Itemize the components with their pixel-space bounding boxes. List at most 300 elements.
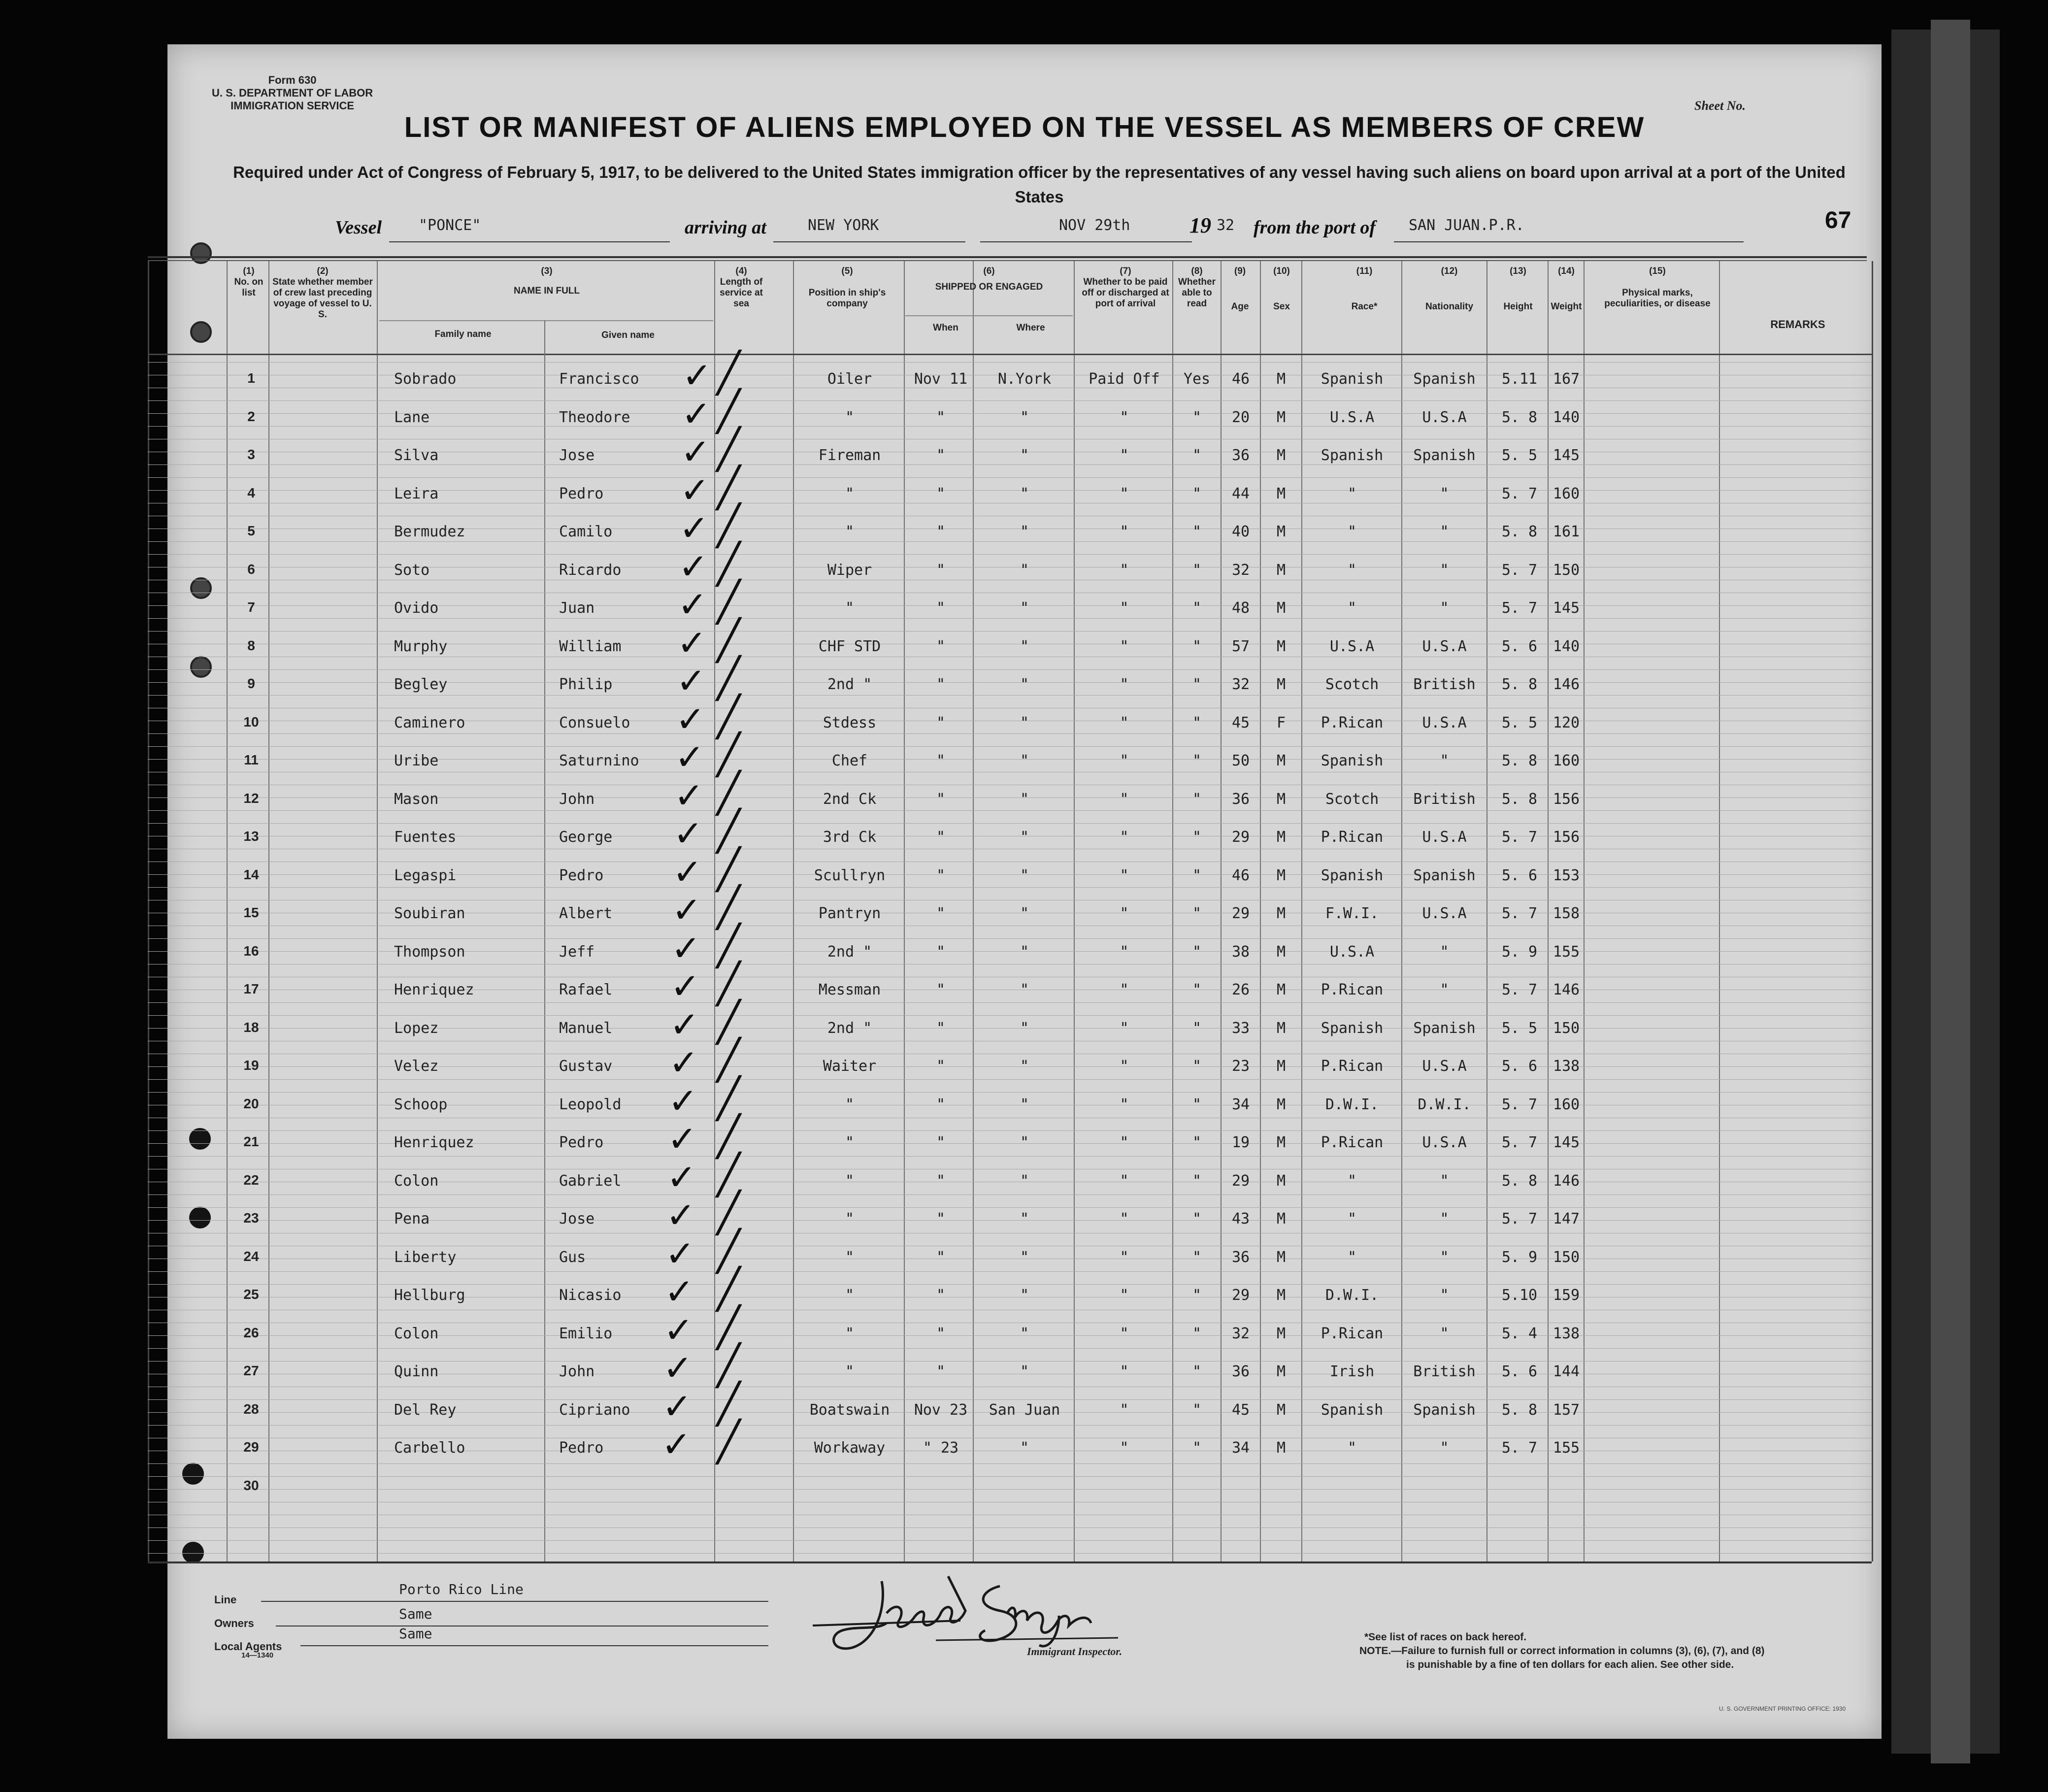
cell-where: " bbox=[1020, 829, 1029, 846]
inspector-label: Immigrant Inspector. bbox=[1027, 1645, 1123, 1658]
cell-paid: " bbox=[1120, 790, 1129, 808]
cell-where: " bbox=[1020, 905, 1029, 922]
tally-stroke-icon: ╱ bbox=[717, 884, 741, 930]
col1-title: No. on list bbox=[234, 277, 264, 298]
cell-ht: 5. 7 bbox=[1501, 1439, 1538, 1457]
cell-where: " bbox=[1020, 485, 1029, 502]
col1-num: (1) bbox=[243, 266, 255, 276]
cell-sex: M bbox=[1276, 408, 1286, 426]
col5-title: Position in ship's company bbox=[808, 288, 886, 309]
cell-paid: " bbox=[1120, 714, 1129, 731]
cell-given: Gustav bbox=[559, 1058, 613, 1075]
cell-wt: 161 bbox=[1553, 523, 1580, 540]
cell-where: " bbox=[1020, 1210, 1029, 1228]
cell-age: 29 bbox=[1231, 1287, 1250, 1304]
cell-given: George bbox=[559, 829, 613, 846]
cell-nat: U.S.A bbox=[1422, 1134, 1467, 1151]
cell-n: 24 bbox=[243, 1248, 259, 1264]
cell-pos: Fireman bbox=[818, 447, 881, 464]
check-mark-icon: ✓ bbox=[671, 927, 701, 969]
cell-given: Emilio bbox=[559, 1325, 613, 1342]
cell-where: " bbox=[1020, 523, 1029, 540]
cell-age: 57 bbox=[1231, 637, 1250, 655]
cell-ht: 5. 6 bbox=[1501, 637, 1538, 655]
check-mark-icon: ✓ bbox=[661, 1424, 692, 1465]
cell-pos: CHF STD bbox=[818, 637, 881, 655]
cell-sex: M bbox=[1276, 447, 1286, 464]
cell-sex: F bbox=[1276, 714, 1286, 731]
cell-read: " bbox=[1192, 676, 1202, 693]
cell-nat: U.S.A bbox=[1422, 905, 1467, 922]
cell-age: 32 bbox=[1231, 1325, 1250, 1342]
cell-nat: " bbox=[1440, 1325, 1449, 1342]
cell-n: 21 bbox=[243, 1134, 259, 1149]
cell-when: " bbox=[936, 981, 946, 998]
cell-pos: Chef bbox=[831, 752, 868, 769]
cell-sex: M bbox=[1276, 1325, 1286, 1342]
tally-stroke-icon: ╱ bbox=[717, 731, 741, 777]
cell-pos: " bbox=[845, 485, 855, 502]
arriving-underline bbox=[773, 241, 965, 242]
cell-paid: " bbox=[1120, 752, 1129, 769]
cell-family: Caminero bbox=[394, 714, 465, 731]
cell-where: " bbox=[1020, 1439, 1029, 1457]
column-rule bbox=[1486, 261, 1487, 1561]
cell-race: Spanish bbox=[1321, 1401, 1384, 1419]
binder-hole bbox=[190, 656, 212, 678]
col7-header bbox=[1079, 266, 1172, 309]
tally-stroke-icon: ╱ bbox=[717, 922, 741, 968]
tally-stroke-icon: ╱ bbox=[717, 655, 741, 701]
cell-age: 34 bbox=[1231, 1439, 1250, 1457]
cell-when: " bbox=[936, 752, 946, 769]
arriving-label: arriving at bbox=[685, 217, 766, 238]
cell-sex: M bbox=[1276, 637, 1286, 655]
cell-pos: " bbox=[845, 523, 855, 540]
cell-pos: " bbox=[845, 1248, 855, 1266]
cell-pos: " bbox=[845, 1134, 855, 1151]
cell-n: 3 bbox=[247, 447, 255, 462]
cell-where: " bbox=[1020, 752, 1029, 769]
cell-given: Gus bbox=[559, 1248, 586, 1266]
cell-when: " bbox=[936, 1248, 946, 1266]
ruling-line bbox=[148, 938, 1872, 939]
cell-sex: M bbox=[1276, 1095, 1286, 1113]
ruling-line bbox=[148, 1015, 1872, 1016]
cell-sex: M bbox=[1276, 981, 1286, 998]
col11-header bbox=[1320, 266, 1409, 312]
cell-when: " bbox=[936, 1287, 946, 1304]
cell-wt: 145 bbox=[1553, 447, 1580, 464]
ruling-line bbox=[148, 669, 1872, 670]
cell-age: 44 bbox=[1231, 485, 1250, 502]
check-mark-icon: ✓ bbox=[679, 507, 709, 549]
cell-family: Henriquez bbox=[394, 1134, 474, 1151]
cell-when: " 23 bbox=[923, 1439, 959, 1457]
cell-wt: 160 bbox=[1553, 1095, 1580, 1113]
cell-age: 32 bbox=[1231, 676, 1250, 693]
cell-age: 36 bbox=[1231, 790, 1250, 808]
cell-race: Spanish bbox=[1321, 752, 1384, 769]
cell-race: Spanish bbox=[1321, 1019, 1384, 1037]
col3a-header: Family name bbox=[434, 329, 492, 339]
check-mark-icon: ✓ bbox=[678, 545, 708, 587]
ruling-line bbox=[148, 1092, 1872, 1093]
cell-ht: 5. 7 bbox=[1501, 1095, 1538, 1113]
cell-given: Jose bbox=[559, 1210, 595, 1228]
cell-pos: 2nd Ck bbox=[823, 790, 877, 808]
cell-race: P.Rican bbox=[1321, 1058, 1384, 1075]
column-rule bbox=[1872, 261, 1873, 1561]
cell-when: " bbox=[936, 1210, 946, 1228]
cell-ht: 5. 4 bbox=[1501, 1325, 1538, 1342]
cell-where: " bbox=[1020, 866, 1029, 884]
cell-nat: " bbox=[1440, 981, 1449, 998]
cell-nat: British bbox=[1413, 790, 1476, 808]
tally-stroke-icon: ╱ bbox=[717, 1380, 741, 1427]
cell-when: " bbox=[936, 790, 946, 808]
tally-stroke-icon: ╱ bbox=[717, 1075, 741, 1121]
cell-read: " bbox=[1192, 408, 1202, 426]
cell-where: " bbox=[1020, 1363, 1029, 1380]
ruling-line bbox=[148, 733, 1872, 734]
cell-n: 29 bbox=[243, 1439, 259, 1455]
ruling-line bbox=[148, 746, 1872, 747]
cell-when: " bbox=[936, 1325, 946, 1342]
arriving-value: NEW YORK bbox=[808, 217, 879, 234]
cell-sex: M bbox=[1276, 1439, 1286, 1457]
col5-num: (5) bbox=[841, 266, 853, 276]
cell-wt: 150 bbox=[1553, 561, 1580, 579]
column-rule bbox=[1548, 261, 1549, 1561]
cell-sex: M bbox=[1276, 1287, 1286, 1304]
cell-nat: " bbox=[1440, 1439, 1449, 1457]
cell-read: " bbox=[1192, 790, 1202, 808]
cell-sex: M bbox=[1276, 1019, 1286, 1037]
check-mark-icon: ✓ bbox=[674, 774, 704, 816]
col12-num: (12) bbox=[1441, 266, 1458, 276]
ruling-line bbox=[148, 618, 1872, 619]
cell-given: Rafael bbox=[559, 981, 613, 998]
ruling-line bbox=[148, 1527, 1872, 1528]
column-rule bbox=[1074, 261, 1075, 1561]
cell-race: P.Rican bbox=[1321, 1134, 1384, 1151]
sheet-no-label: Sheet No. bbox=[1694, 99, 1746, 113]
cell-wt: 158 bbox=[1553, 905, 1580, 922]
column-rule bbox=[1584, 261, 1585, 1561]
cell-pos: 2nd " bbox=[827, 943, 872, 961]
cell-given: John bbox=[559, 1363, 595, 1380]
cell-read: Yes bbox=[1183, 370, 1211, 388]
check-mark-icon: ✓ bbox=[680, 469, 710, 511]
cell-wt: 150 bbox=[1553, 1019, 1580, 1037]
cell-when: " bbox=[936, 1058, 946, 1075]
cell-paid: " bbox=[1120, 866, 1129, 884]
cell-nat: British bbox=[1413, 676, 1476, 693]
ruling-line bbox=[148, 426, 1872, 427]
cell-given: Saturnino bbox=[559, 752, 639, 769]
from-port-value: SAN JUAN.P.R. bbox=[1409, 217, 1524, 234]
cell-family: Henriquez bbox=[394, 981, 474, 998]
col2-num: (2) bbox=[317, 266, 329, 276]
cell-given: Nicasio bbox=[559, 1287, 622, 1304]
cell-family: Leira bbox=[394, 485, 439, 502]
cell-pos: " bbox=[845, 1363, 855, 1380]
cell-n: 9 bbox=[247, 676, 255, 691]
cell-sex: M bbox=[1276, 370, 1286, 388]
cell-wt: 167 bbox=[1553, 370, 1580, 388]
cell-read: " bbox=[1192, 714, 1202, 731]
tally-stroke-icon: ╱ bbox=[717, 1304, 741, 1350]
cell-n: 2 bbox=[247, 408, 255, 424]
cell-where: San Juan bbox=[989, 1401, 1060, 1419]
cell-race: Scotch bbox=[1325, 676, 1379, 693]
cell-wt: 140 bbox=[1553, 637, 1580, 655]
cell-paid: " bbox=[1120, 1439, 1129, 1457]
cell-wt: 145 bbox=[1553, 1134, 1580, 1151]
cell-n: 7 bbox=[247, 599, 255, 615]
cell-given: Ricardo bbox=[559, 561, 622, 579]
ruling-line bbox=[148, 1002, 1872, 1003]
tally-stroke-icon: ╱ bbox=[717, 769, 741, 816]
cell-paid: Paid Off bbox=[1089, 370, 1160, 388]
check-mark-icon: ✓ bbox=[670, 965, 700, 1007]
cell-pos: " bbox=[845, 1172, 855, 1190]
cell-nat: " bbox=[1440, 523, 1449, 540]
cell-race: Scotch bbox=[1325, 790, 1379, 808]
cell-wt: 147 bbox=[1553, 1210, 1580, 1228]
cell-age: 32 bbox=[1231, 561, 1250, 579]
cell-read: " bbox=[1192, 599, 1202, 617]
cell-n: 1 bbox=[247, 370, 255, 386]
ruling-line bbox=[148, 1156, 1872, 1157]
col4-header bbox=[714, 266, 768, 309]
cell-wt: 140 bbox=[1553, 408, 1580, 426]
cell-pos: " bbox=[845, 1287, 855, 1304]
form-id-block bbox=[212, 74, 373, 112]
cell-nat: Spanish bbox=[1413, 447, 1476, 464]
cell-paid: " bbox=[1120, 1019, 1129, 1037]
cell-wt: 156 bbox=[1553, 829, 1580, 846]
col13-title: Height bbox=[1503, 301, 1533, 312]
cell-nat: U.S.A bbox=[1422, 714, 1467, 731]
col16-header: REMARKS bbox=[1770, 318, 1825, 331]
ruling-line bbox=[148, 1130, 1872, 1131]
check-mark-icon: ✓ bbox=[666, 1156, 696, 1198]
cell-read: " bbox=[1192, 485, 1202, 502]
cell-ht: 5. 6 bbox=[1501, 866, 1538, 884]
cell-wt: 160 bbox=[1553, 752, 1580, 769]
cell-paid: " bbox=[1120, 1095, 1129, 1113]
cell-read: " bbox=[1192, 447, 1202, 464]
col3b-header: Given name bbox=[601, 330, 655, 340]
check-mark-icon: ✓ bbox=[682, 355, 712, 396]
cell-n: 23 bbox=[243, 1210, 259, 1226]
ruling-line bbox=[148, 1207, 1872, 1208]
cell-pos: Oiler bbox=[827, 370, 872, 388]
cell-paid: " bbox=[1120, 1287, 1129, 1304]
cell-paid: " bbox=[1120, 1363, 1129, 1380]
table-bottom-border bbox=[148, 1561, 1872, 1563]
column-rule bbox=[714, 261, 715, 1561]
cell-paid: " bbox=[1120, 523, 1129, 540]
cell-race: Irish bbox=[1329, 1363, 1375, 1380]
cell-where: " bbox=[1020, 1287, 1029, 1304]
cell-wt: 157 bbox=[1553, 1401, 1580, 1419]
col7-num: (7) bbox=[1120, 266, 1131, 276]
cell-when: " bbox=[936, 676, 946, 693]
cell-paid: " bbox=[1120, 1058, 1129, 1075]
ruling-line bbox=[148, 1489, 1872, 1490]
cell-read: " bbox=[1192, 1439, 1202, 1457]
cell-nat: U.S.A bbox=[1422, 408, 1467, 426]
cell-wt: 120 bbox=[1553, 714, 1580, 731]
cell-age: 40 bbox=[1231, 523, 1250, 540]
cell-age: 26 bbox=[1231, 981, 1250, 998]
cell-where: " bbox=[1020, 1248, 1029, 1266]
footnote-races: *See list of races on back hereof. bbox=[1364, 1631, 1527, 1643]
ruling-line bbox=[148, 1463, 1872, 1464]
check-mark-icon: ✓ bbox=[663, 1309, 694, 1351]
cell-ht: 5. 8 bbox=[1501, 408, 1538, 426]
cell-pos: 2nd " bbox=[827, 676, 872, 693]
cell-wt: 138 bbox=[1553, 1325, 1580, 1342]
cell-where: N.York bbox=[997, 370, 1052, 388]
cell-race: " bbox=[1347, 561, 1357, 579]
cell-sex: M bbox=[1276, 1210, 1286, 1228]
cell-n: 30 bbox=[243, 1477, 259, 1493]
page-edge-inner bbox=[1931, 20, 1970, 1763]
tally-stroke-icon: ╱ bbox=[717, 808, 741, 854]
cell-race: P.Rican bbox=[1321, 1325, 1384, 1342]
cell-where: " bbox=[1020, 676, 1029, 693]
cell-read: " bbox=[1192, 943, 1202, 961]
cell-when: " bbox=[936, 714, 946, 731]
cell-when: " bbox=[936, 408, 946, 426]
owners-label: Owners bbox=[214, 1617, 254, 1629]
tally-stroke-icon: ╱ bbox=[717, 998, 741, 1045]
col10-title: Sex bbox=[1273, 301, 1290, 312]
cell-where: " bbox=[1020, 1058, 1029, 1075]
cell-nat: " bbox=[1440, 943, 1449, 961]
cell-sex: M bbox=[1276, 866, 1286, 884]
cell-race: " bbox=[1347, 485, 1357, 502]
cell-nat: Spanish bbox=[1413, 1019, 1476, 1037]
cell-where: " bbox=[1020, 1019, 1029, 1037]
col9-title: Age bbox=[1231, 301, 1249, 312]
cell-age: 29 bbox=[1231, 829, 1250, 846]
cell-sex: M bbox=[1276, 943, 1286, 961]
cell-where: " bbox=[1020, 714, 1029, 731]
cell-age: 45 bbox=[1231, 714, 1250, 731]
col2-title: State whether member of crew last preceding voyage of vessel to U. S. bbox=[272, 277, 373, 320]
cell-n: 8 bbox=[247, 637, 255, 653]
cell-ht: 5. 8 bbox=[1501, 1172, 1538, 1190]
ruling-line bbox=[148, 1540, 1872, 1541]
cell-read: " bbox=[1192, 561, 1202, 579]
page-title: LIST OR MANIFEST OF ALIENS EMPLOYED ON THE VESSEL AS MEMBERS OF CREW bbox=[404, 111, 1645, 143]
tally-stroke-icon: ╱ bbox=[717, 540, 741, 587]
cell-paid: " bbox=[1120, 1172, 1129, 1190]
cell-sex: M bbox=[1276, 905, 1286, 922]
cell-when: " bbox=[936, 1172, 946, 1190]
tally-stroke-icon: ╱ bbox=[717, 1342, 741, 1388]
cell-when: " bbox=[936, 599, 946, 617]
cell-given: John bbox=[559, 790, 595, 808]
cell-family: Ovido bbox=[394, 599, 439, 617]
column-rule bbox=[544, 320, 545, 1561]
check-mark-icon: ✓ bbox=[663, 1347, 693, 1389]
cell-family: Soubiran bbox=[394, 905, 465, 922]
check-mark-icon: ✓ bbox=[672, 851, 702, 893]
tally-stroke-icon: ╱ bbox=[717, 1113, 741, 1159]
col8-header bbox=[1175, 266, 1219, 309]
cell-ht: 5. 7 bbox=[1501, 1134, 1538, 1151]
col15-num: (15) bbox=[1649, 266, 1666, 276]
ruling-line bbox=[148, 1348, 1872, 1349]
cell-paid: " bbox=[1120, 408, 1129, 426]
cell-n: 15 bbox=[243, 905, 259, 920]
cell-ht: 5. 8 bbox=[1501, 523, 1538, 540]
cell-when: " bbox=[936, 943, 946, 961]
cell-read: " bbox=[1192, 1248, 1202, 1266]
cell-nat: Spanish bbox=[1413, 1401, 1476, 1419]
check-mark-icon: ✓ bbox=[675, 736, 705, 778]
cell-ht: 5. 7 bbox=[1501, 599, 1538, 617]
cell-family: Pena bbox=[394, 1210, 430, 1228]
col14-header bbox=[1549, 266, 1584, 312]
cell-where: " bbox=[1020, 1134, 1029, 1151]
binder-hole bbox=[189, 1128, 211, 1150]
cell-nat: " bbox=[1440, 1248, 1449, 1266]
cell-given: Jose bbox=[559, 447, 595, 464]
ruling-line bbox=[148, 362, 1872, 363]
cell-paid: " bbox=[1120, 599, 1129, 617]
cell-family: Quinn bbox=[394, 1363, 439, 1380]
cell-given: Manuel bbox=[559, 1019, 613, 1037]
cell-paid: " bbox=[1120, 637, 1129, 655]
cell-family: Uribe bbox=[394, 752, 439, 769]
cell-pos: Waiter bbox=[823, 1058, 877, 1075]
ruling-line bbox=[148, 1553, 1872, 1554]
cell-n: 12 bbox=[243, 790, 259, 806]
cell-n: 6 bbox=[247, 561, 255, 577]
col9-num: (9) bbox=[1234, 266, 1246, 276]
cell-family: Lopez bbox=[394, 1019, 439, 1037]
cell-age: 50 bbox=[1231, 752, 1250, 769]
ruling-line bbox=[148, 887, 1872, 888]
cell-race: D.W.I. bbox=[1325, 1287, 1379, 1304]
ruling-line bbox=[148, 1425, 1872, 1426]
cell-given: Philip bbox=[559, 676, 613, 693]
ruling-line bbox=[148, 554, 1872, 555]
cell-race: P.Rican bbox=[1321, 714, 1384, 731]
cell-sex: M bbox=[1276, 523, 1286, 540]
cell-family: Lane bbox=[394, 408, 430, 426]
cell-read: " bbox=[1192, 1287, 1202, 1304]
cell-where: " bbox=[1020, 561, 1029, 579]
tally-stroke-icon: ╱ bbox=[717, 846, 741, 892]
cell-age: 29 bbox=[1231, 1172, 1250, 1190]
check-mark-icon: ✓ bbox=[665, 1232, 695, 1274]
cell-ht: 5. 8 bbox=[1501, 752, 1538, 769]
service: IMMIGRATION SERVICE bbox=[231, 100, 355, 112]
cell-ht: 5. 8 bbox=[1501, 790, 1538, 808]
cell-read: " bbox=[1192, 1172, 1202, 1190]
cell-n: 13 bbox=[243, 829, 259, 844]
department: U. S. DEPARTMENT OF LABOR bbox=[212, 87, 373, 99]
table-top-border bbox=[148, 256, 1867, 258]
